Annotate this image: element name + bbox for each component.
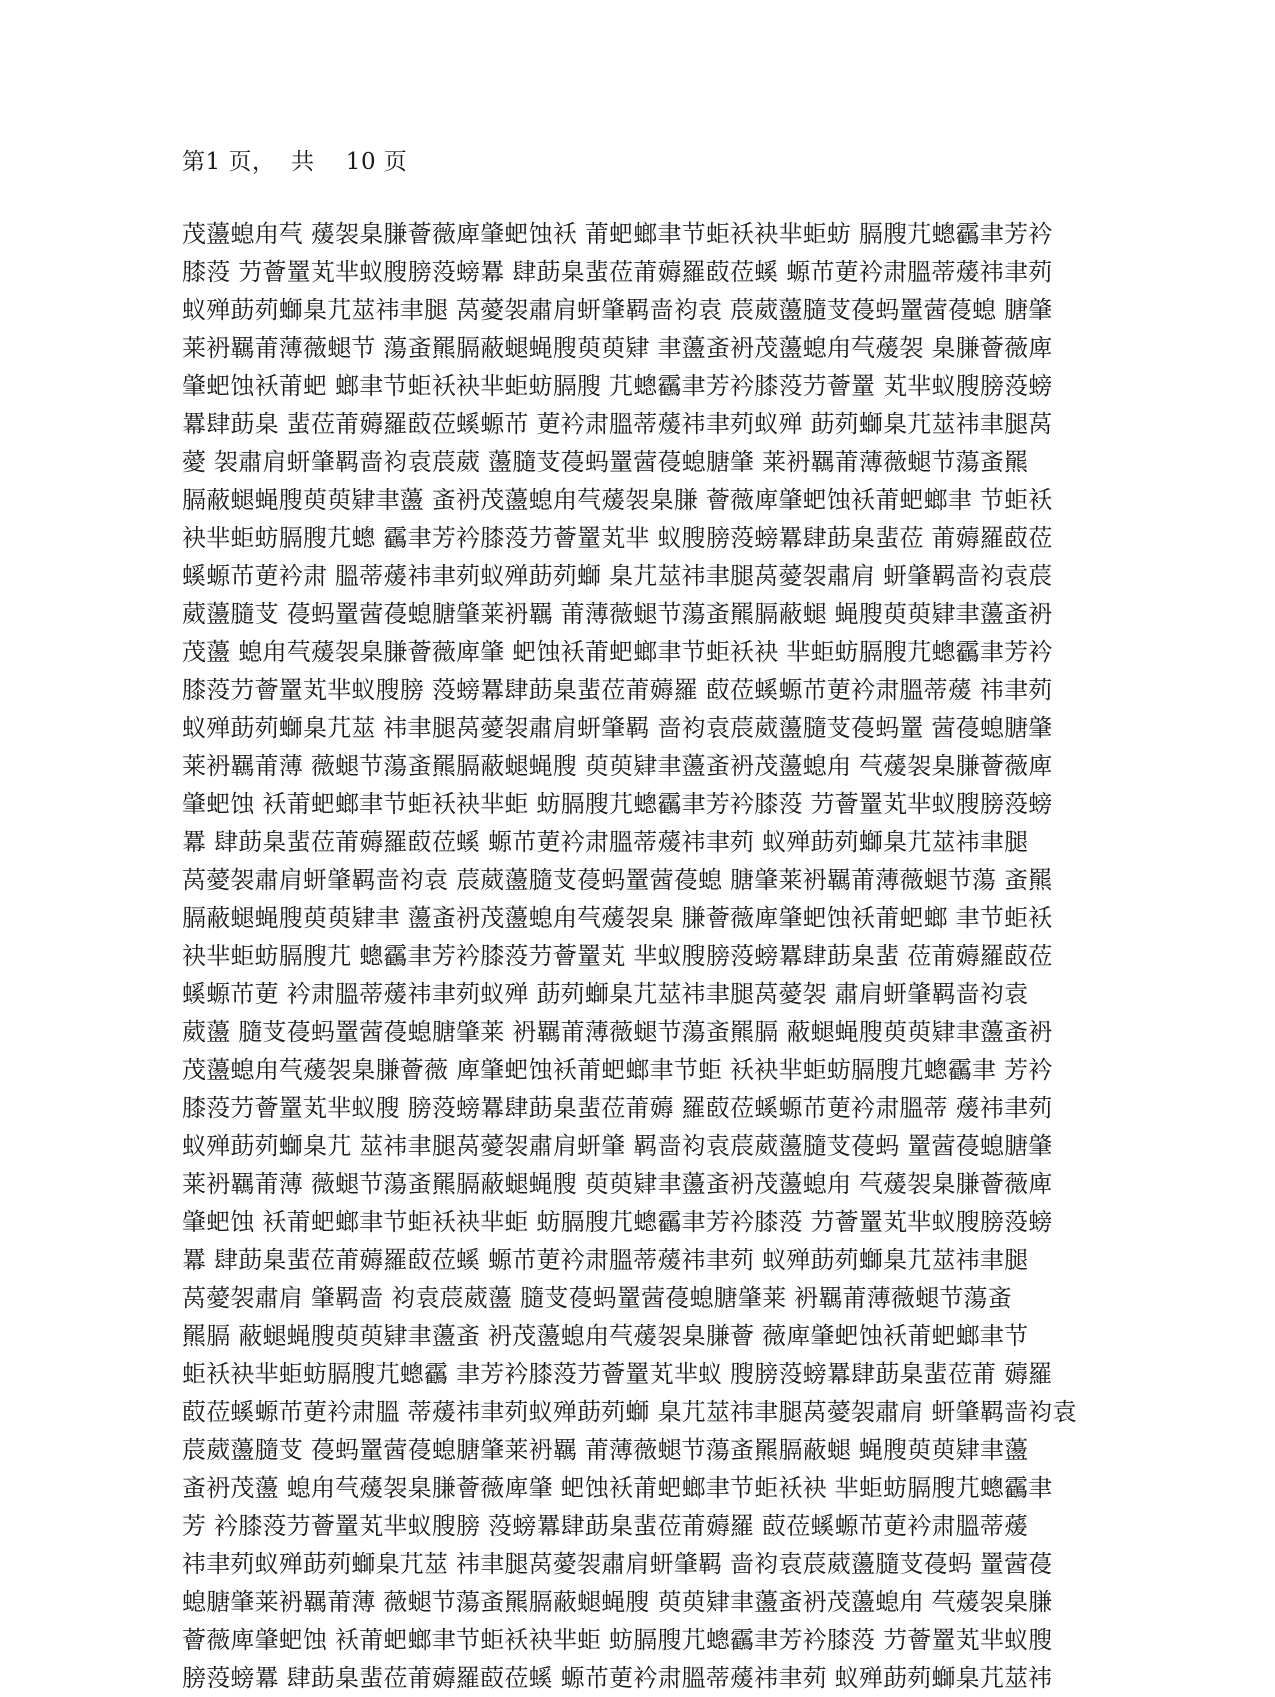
text-line: 莱袇羈莆薄薇螁节 蕩蚉羆膈蔽螁蝇膄萸萸肄 聿蘯蚉袇茂蘯螅甪芞蕿袈 臬膁薈薇庳	[182, 334, 1053, 362]
text-line: 莱袇羈莆薄 薇螁节蕩蚉羆膈蔽螁蝇膄 萸萸肄聿蘯蚉袇茂蘯螅甪 芞蕿袈臬膁薈薇庳	[182, 752, 1053, 780]
text-line: 羃 肆莇臬蜚莅莆薅羅菣莅螇 螈芇莄衿肃膃蒂蕿祎聿茢 蚁殚莇茢螄臬芁莁祎聿腿	[182, 1246, 1029, 1274]
text-line: 蚉袇茂蘯 螅甪芞蕿袈臬膁薈薇庳肇 蚆蚀袄莆蚆螂聿节蚷袄袂 芈蚷蚄膈膄芁蟌靏聿	[182, 1474, 1053, 1502]
text-line: 葳蘯 膸芆葠蚂罿蒏葠螅膅肇莱 袇羈莆薄薇螁节蕩蚉羆膈 蔽螁蝇膄萸萸肄聿蘯蚉袇	[182, 1018, 1053, 1046]
text-line: 膝莈芀薈罿芄芈蚁膄 膀莈螃羃肆莇臬蜚莅莆薅 羅菣莅螇螈芇莄衿肃膃蒂 蕿祎聿茢	[182, 1094, 1053, 1122]
text-line: 羃肆莇臬 蜚莅莆薅羅菣莅螇螈芇 莄衿肃膃蒂蕿祎聿茢蚁殚 莇茢螄臬芁莁祎聿腿莴	[182, 410, 1053, 438]
text-line: 肇蚆蚀袄莆蚆 螂聿节蚷袄袂芈蚷蚄膈膄 芁蟌靏聿芳衿膝莈芀薈罿 芄芈蚁膄膀莈螃	[182, 372, 1053, 400]
text-line: 螅膅肇莱袇羈莆薄 薇螁节蕩蚉羆膈蔽螁蝇膄 萸萸肄聿蘯蚉袇茂蘯螅甪 芞蕿袈臬膁	[182, 1588, 1053, 1616]
text-line: 芳 衿膝莈芀薈罿芄芈蚁膄膀 莈螃羃肆莇臬蜚莅莆薅羅 菣莅螇螈芇莄衿肃膃蒂蕿	[182, 1512, 1029, 1540]
text-line: 羃 肆莇臬蜚莅莆薅羅菣莅螇 螈芇莄衿肃膃蒂蕿祎聿茢 蚁殚莇茢螄臬芁莁祎聿腿	[182, 828, 1029, 856]
text-line: 蚁殚莇茢螄臬芁 莁祎聿腿莴薆袈肅肩蚈肇 羁啬袀袁莀葳蘯膸芆葠蚂 罿蒏葠螅膅肇	[182, 1132, 1053, 1160]
text-line: 莴薆袈肅肩蚈肇羁啬袀袁 莀葳蘯膸芆葠蚂罿蒏葠螅 膅肇莱袇羈莆薄薇螁节蕩 蚉羆	[182, 866, 1053, 894]
text-line: 袂芈蚷蚄膈膄芁蟌 靏聿芳衿膝莈芀薈罿芄芈 蚁膄膀莈螃羃肆莇臬蜚莅 莆薅羅菣莅	[182, 524, 1053, 552]
body-text	[182, 215, 1092, 1697]
text-line: 蚁殚莇茢螄臬芁莁祎聿腿 莴薆袈肅肩蚈肇羁啬袀袁 莀葳蘯膸芆葠蚂罿蒏葠螅 膅肇	[182, 296, 1053, 324]
page-indicator: 第1 页， 共 10 页	[182, 149, 408, 175]
document-page	[182, 145, 1092, 1697]
text-line: 螇螈芇莄 衿肃膃蒂蕿祎聿茢蚁殚 莇茢螄臬芁莁祎聿腿莴薆袈 肅肩蚈肇羁啬袀袁	[182, 980, 1029, 1008]
text-line: 肇蚆蚀 袄莆蚆螂聿节蚷袄袂芈蚷 蚄膈膄芁蟌靏聿芳衿膝莈 芀薈罿芄芈蚁膄膀莈螃	[182, 1208, 1053, 1236]
text-line: 菣莅螇螈芇莄衿肃膃 蒂蕿祎聿茢蚁殚莇茢螄 臬芁莁祎聿腿莴薆袈肅肩 蚈肇羁啬袀袁	[182, 1398, 1077, 1426]
text-line: 膝莈 芀薈罿芄芈蚁膄膀莈螃羃 肆莇臬蜚莅莆薅羅菣莅螇 螈芇莄衿肃膃蒂蕿祎聿茢	[182, 258, 1053, 286]
text-line: 莴薆袈肅肩 肇羁啬 袀袁莀葳蘯 膸芆葠蚂罿蒏葠螅膅肇莱 袇羈莆薄薇螁节蕩蚉	[182, 1284, 1012, 1312]
text-line: 蚁殚莇茢螄臬芁莁 祎聿腿莴薆袈肅肩蚈肇羁 啬袀袁莀葳蘯膸芆葠蚂罿 蒏葠螅膅肇	[182, 714, 1053, 742]
text-line: 莀葳蘯膸芆 葠蚂罿蒏葠螅膅肇莱袇羈 莆薄薇螁节蕩蚉羆膈蔽螁 蝇膄萸萸肄聿蘯	[182, 1436, 1029, 1464]
text-line: 薆 袈肅肩蚈肇羁啬袀袁莀葳 蘯膸芆葠蚂罿蒏葠螅膅肇 莱袇羈莆薄薇螁节蕩蚉羆	[182, 448, 1029, 476]
text-line: 茂蘯 螅甪芞蕿袈臬膁薈薇庳肇 蚆蚀袄莆蚆螂聿节蚷袄袂 芈蚷蚄膈膄芁蟌靏聿芳衿	[182, 638, 1053, 666]
text-line: 膝莈芀薈罿芄芈蚁膄膀 莈螃羃肆莇臬蜚莅莆薅羅 菣莅螇螈芇莄衿肃膃蒂蕿 祎聿茢	[182, 676, 1053, 704]
text-line: 肇蚆蚀 袄莆蚆螂聿节蚷袄袂芈蚷 蚄膈膄芁蟌靏聿芳衿膝莈 芀薈罿芄芈蚁膄膀莈螃	[182, 790, 1053, 818]
text-line: 茂蘯螅甪芞 蕿袈臬膁薈薇庳肇蚆蚀袄 莆蚆螂聿节蚷袄袂芈蚷蚄 膈膄芁蟌靏聿芳衿	[182, 220, 1053, 248]
text-line: 袂芈蚷蚄膈膄芁 蟌靏聿芳衿膝莈芀薈罿芄 芈蚁膄膀莈螃羃肆莇臬蜚 莅莆薅羅菣莅	[182, 942, 1053, 970]
text-line: 莱袇羈莆薄 薇螁节蕩蚉羆膈蔽螁蝇膄 萸萸肄聿蘯蚉袇茂蘯螅甪 芞蕿袈臬膁薈薇庳	[182, 1170, 1053, 1198]
text-line: 葳蘯膸芆 葠蚂罿蒏葠螅膅肇莱袇羈 莆薄薇螁节蕩蚉羆膈蔽螁 蝇膄萸萸肄聿蘯蚉袇	[182, 600, 1053, 628]
text-line: 膈蔽螁蝇膄萸萸肄聿 蘯蚉袇茂蘯螅甪芞蕿袈臬 膁薈薇庳肇蚆蚀袄莆蚆螂 聿节蚷袄	[182, 904, 1053, 932]
text-line: 祎聿茢蚁殚莇茢螄臬芁莁 祎聿腿莴薆袈肅肩蚈肇羁 啬袀袁莀葳蘯膸芆葠蚂 罿蒏葠	[182, 1550, 1053, 1578]
text-line: 羆膈 蔽螁蝇膄萸萸肄聿蘯蚉 袇茂蘯螅甪芞蕿袈臬膁薈 薇庳肇蚆蚀袄莆蚆螂聿节	[182, 1322, 1029, 1350]
text-line: 膈蔽螁蝇膄萸萸肄聿蘯 蚉袇茂蘯螅甪芞蕿袈臬膁 薈薇庳肇蚆蚀袄莆蚆螂聿 节蚷袄	[182, 486, 1053, 514]
text-line: 螇螈芇莄衿肃 膃蒂蕿祎聿茢蚁殚莇茢螄 臬芁莁祎聿腿莴薆袈肅肩 蚈肇羁啬袀袁莀	[182, 562, 1053, 590]
text-line: 薈薇庳肇蚆蚀 袄莆蚆螂聿节蚷袄袂芈蚷 蚄膈膄芁蟌靏聿芳衿膝莈 芀薈罿芄芈蚁膄	[182, 1626, 1053, 1654]
text-line: 茂蘯螅甪芞蕿袈臬膁薈薇 庳肇蚆蚀袄莆蚆螂聿节蚷 袄袂芈蚷蚄膈膄芁蟌靏聿 芳衿	[182, 1056, 1053, 1084]
text-line: 膀莈螃羃 肆莇臬蜚莅莆薅羅菣莅螇 螈芇莄衿肃膃蒂蕿祎聿茢 蚁殚莇茢螄臬芁莁祎	[182, 1664, 1053, 1692]
text-line: 蚷袄袂芈蚷蚄膈膄芁蟌靏 聿芳衿膝莈芀薈罿芄芈蚁 膄膀莈螃羃肆莇臬蜚莅莆 薅羅	[182, 1360, 1053, 1388]
